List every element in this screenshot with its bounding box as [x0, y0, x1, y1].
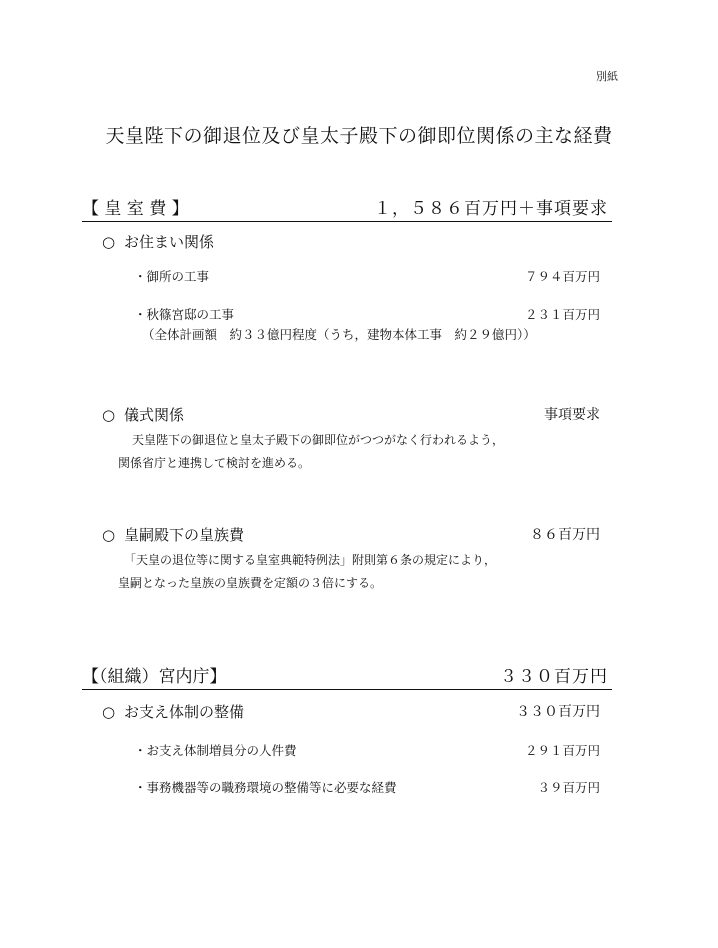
attachment-label: 別紙: [596, 70, 618, 83]
circle-bullet-icon: ○: [102, 703, 116, 721]
support-heading: [102, 701, 244, 722]
imperial-section-label: 【 皇 室 費 】: [82, 199, 189, 219]
heir-heading: [102, 524, 244, 545]
imperial-section-amount: １，５８６百万円＋事項要求: [374, 199, 608, 219]
residence-heading: [102, 231, 214, 252]
heir-amount: ８６百万円: [530, 527, 600, 543]
ceremony-desc: 天皇陛下の御退位と皇太子殿下の御即位がつつがなく行われるよう，: [132, 433, 505, 447]
page-title: 天皇陛下の御退位及び皇太子殿下の御即位関係の主な経費: [105, 125, 613, 147]
support-item-label: ・事務機器等の職務環境の整備等に必要な経費: [134, 780, 397, 795]
circle-bullet-icon: ○: [102, 233, 116, 251]
heir-label: 皇嗣殿下の皇族費: [124, 526, 245, 544]
ceremony-amount: 事項要求: [544, 407, 600, 423]
residence-item-amount: ７９４百万円: [524, 269, 600, 284]
heir-desc: 皇嗣となった皇族の皇族費を定額の３倍にする。: [118, 576, 383, 590]
imperial-section-header: [82, 197, 612, 222]
residence-item-label: ・秋篠宮邸の工事: [134, 307, 235, 322]
ceremony-label: 儀式関係: [124, 406, 185, 424]
support-item-amount: ２９１百万円: [524, 743, 600, 758]
agency-section-label: 【（組織）宮内庁】: [82, 667, 227, 687]
residence-item-label: ・御所の工事: [134, 269, 210, 284]
residence-item-amount: ２３１百万円: [524, 307, 600, 322]
heir-desc: 「天皇の退位等に関する皇室典範特例法」附則第６条の規定により，: [124, 553, 497, 567]
agency-section-header: [82, 665, 612, 690]
support-item-label: ・お支え体制増員分の人件費: [134, 743, 297, 758]
support-label: お支え体制の整備: [124, 703, 245, 721]
ceremony-desc: 関係省庁と連携して検討を進める。: [118, 456, 311, 470]
residence-label: お住まい関係: [124, 233, 215, 251]
agency-section-amount: ３３０百万円: [500, 667, 608, 687]
ceremony-heading: [102, 404, 184, 425]
support-amount: ３３０百万円: [516, 704, 600, 720]
support-item-amount: ３９百万円: [537, 780, 600, 795]
circle-bullet-icon: ○: [102, 526, 116, 544]
circle-bullet-icon: ○: [102, 406, 116, 424]
residence-note: （全体計画額 約３３億円程度（うち，建物本体工事 約２９億円））: [142, 327, 536, 342]
